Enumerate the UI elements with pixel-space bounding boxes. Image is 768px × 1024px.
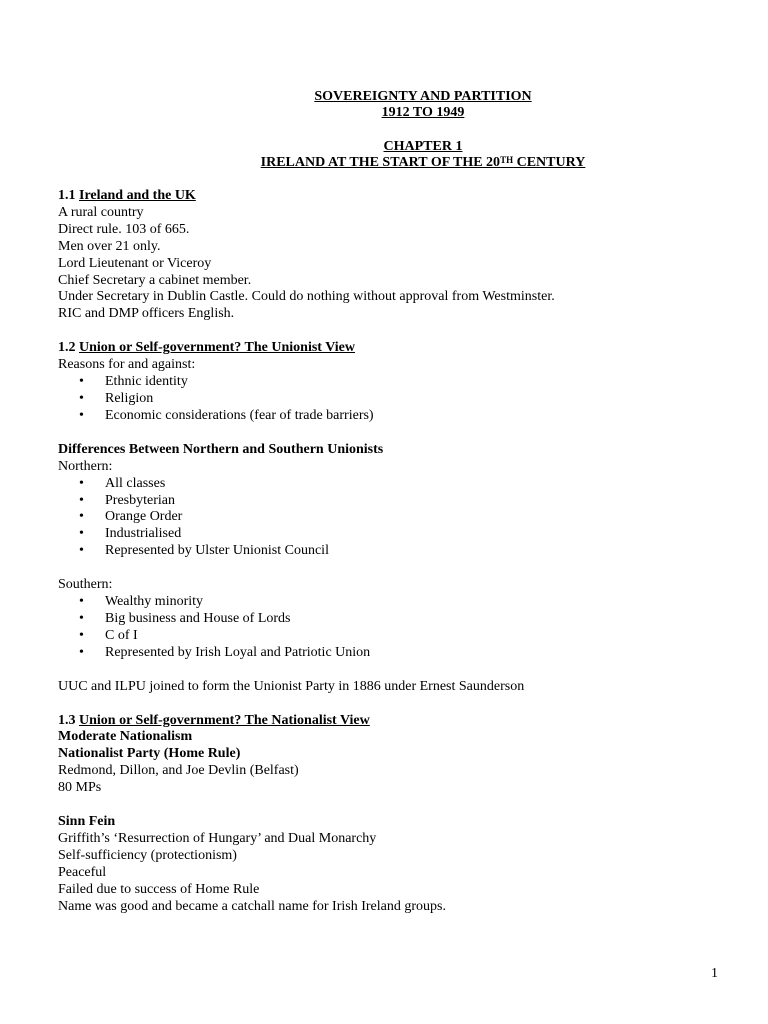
section-number: 1.1 (58, 188, 79, 203)
chapter-title-end: CENTURY (513, 155, 586, 170)
chapter-heading: CHAPTER 1 (383, 139, 463, 154)
list-item (58, 543, 738, 560)
list-item-text: Religion (105, 390, 154, 406)
bullet-list-northern (58, 476, 738, 561)
document-body (58, 188, 738, 916)
paragraph-line: Redmond, Dillon, and Joe Devlin (Belfast) (58, 763, 299, 779)
paragraph-line: 80 MPs (58, 780, 102, 796)
bullet-icon: • (79, 374, 84, 390)
bullet-icon: • (79, 492, 84, 508)
paragraph-line: Name was good and became a catchall name for Irish Ireland groups. (58, 898, 446, 914)
list-item-text: Represented by Ulster Unionist Council (105, 543, 329, 559)
paragraph-line: Under Secretary in Dublin Castle. Could do nothing without approval from Westminster. (58, 289, 555, 305)
subheading-differences: Differences Between Northern and Southern Unionists (58, 441, 384, 457)
paragraph-line: Men over 21 only. (58, 238, 161, 254)
list-item-text: C of I (105, 627, 138, 643)
list-item-text: Wealthy minority (105, 594, 204, 610)
subheading-sinn-fein: Sinn Fein (58, 814, 116, 830)
section-number: 1.2 (58, 340, 79, 356)
subheading-nationalist-party: Nationalist Party (Home Rule) (58, 746, 241, 762)
list-item (58, 476, 738, 493)
bullet-icon: • (79, 594, 84, 610)
list-item-text: Big business and House of Lords (105, 610, 291, 626)
section-heading-1-1 (58, 188, 738, 205)
bullet-icon: • (79, 543, 84, 559)
subheading-moderate-nationalism: Moderate Nationalism (58, 729, 193, 745)
paragraph-line: A rural country (58, 204, 144, 220)
list-item (58, 526, 738, 543)
section-title: Union or Self-government? The Unionist View (79, 340, 355, 356)
section-title: Union or Self-government? The Nationalist View (79, 712, 370, 728)
bullet-list-reasons (58, 374, 738, 425)
section-heading-1-2 (58, 340, 738, 357)
paragraph-line: Failed due to success of Home Rule (58, 881, 260, 897)
paragraph-line: RIC and DMP officers English. (58, 306, 235, 322)
list-item-text: Represented by Irish Loyal and Patriotic Union (105, 644, 371, 660)
bullet-icon: • (79, 627, 84, 643)
bullet-icon: • (79, 390, 84, 406)
list-item-text: Industrialised (105, 526, 182, 542)
bullet-icon: • (79, 407, 84, 423)
chapter-title-superscript: TH (500, 155, 514, 165)
section-number: 1.3 (58, 712, 79, 728)
paragraph-line: Direct rule. 103 of 665. (58, 221, 190, 237)
bullet-icon: • (79, 509, 84, 525)
list-item (58, 493, 738, 510)
list-item-text: All classes (105, 475, 166, 491)
paragraph-line: Northern: (58, 458, 113, 474)
bullet-icon: • (79, 526, 84, 542)
list-item (58, 509, 738, 526)
paragraph-line: Reasons for and against: (58, 357, 196, 373)
document-title: SOVEREIGNTY AND PARTITION (314, 89, 532, 104)
bullet-icon: • (79, 644, 84, 660)
section-heading-1-3 (58, 713, 738, 730)
list-item-text: Presbyterian (105, 492, 175, 508)
list-item (58, 594, 738, 611)
paragraph-line: UUC and ILPU joined to form the Unionist Party in 1886 under Ernest Saunderson (58, 678, 525, 694)
section-title: Ireland and the UK (79, 188, 196, 203)
document-date-range: 1912 TO 1949 (381, 105, 465, 120)
list-item (58, 408, 738, 425)
paragraph-line: Griffith’s ‘Resurrection of Hungary’ and Dual Monarchy (58, 831, 377, 846)
list-item (58, 391, 738, 408)
list-item (58, 628, 738, 645)
list-item-text: Economic considerations (fear of trade barriers) (105, 407, 374, 423)
chapter-title (39, 154, 768, 171)
list-item-text: Ethnic identity (105, 374, 188, 390)
chapter-title-main: IRELAND AT THE START OF THE 20 (260, 155, 501, 170)
bullet-icon: • (79, 610, 84, 626)
paragraph-line: Southern: (58, 577, 113, 593)
list-item-text: Orange Order (105, 509, 183, 525)
paragraph-line: Lord Lieutenant or Viceroy (58, 255, 212, 271)
bullet-icon: • (79, 475, 84, 491)
page-number: 1 (711, 966, 718, 981)
paragraph-line: Peaceful (58, 864, 107, 880)
list-item (58, 374, 738, 391)
paragraph-line: Chief Secretary a cabinet member. (58, 272, 252, 288)
bullet-list-southern (58, 594, 738, 662)
paragraph-line: Self-sufficiency (protectionism) (58, 847, 237, 863)
list-item (58, 611, 738, 628)
list-item (58, 645, 738, 662)
